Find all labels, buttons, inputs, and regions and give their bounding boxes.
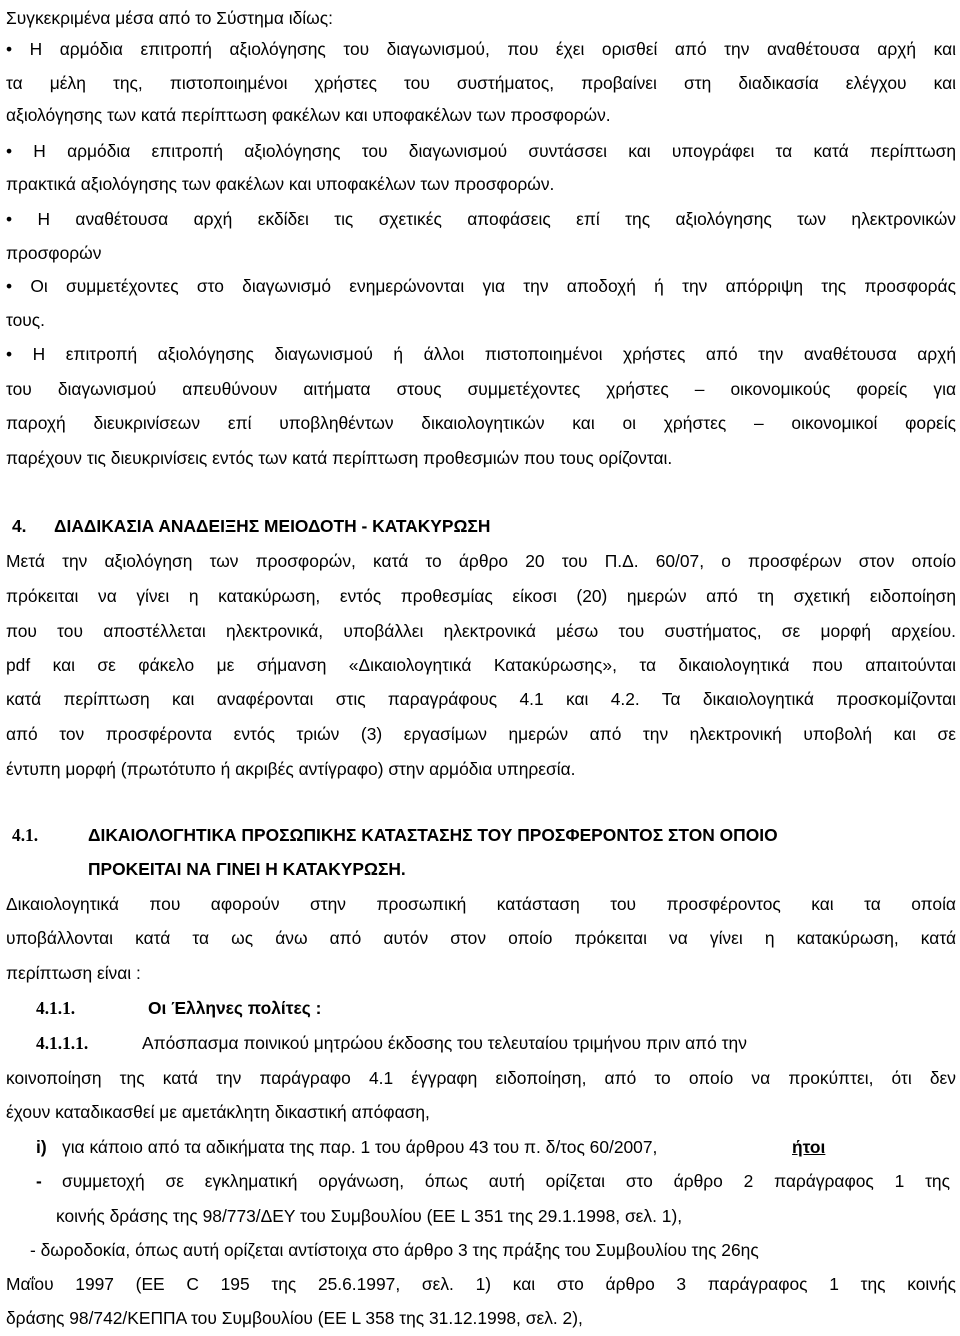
- paragraph-line: προσφορών: [6, 243, 102, 263]
- section-title: ΔΙΚΑΙΟΛΟΓΗΤΙΚΑ ΠΡΟΣΩΠΙΚΗΣ ΚΑΤΑΣΤΑΣΗΣ ΤΟΥ ΠΡΟΣΦΕΡΟΝΤΟΣ ΣΤΟΝ ΟΠΟΙΟ: [88, 825, 778, 845]
- paragraph-line: τα μέλη της, πιστοποιημένοι χρήστες του συστήματος, προβαίνει στη διαδικασία ελέγχου και: [6, 73, 956, 93]
- paragraph-line: Μετά την αξιολόγηση των προσφορών, κατά το άρθρο 20 του Π.Δ. 60/07, ο προσφέρων στον οποίο: [6, 551, 956, 571]
- bullet-decisions-line: • Η αναθέτουσα αρχή εκδίδει τις σχετικές αποφάσεις επί της αξιολόγησης των ηλεκτρονικών: [6, 209, 956, 229]
- section-number: 4.1.: [12, 825, 39, 845]
- dash-item-line: [6, 1163, 956, 1199]
- paragraph-line: παρέχουν τις διευκρινίσεις εντός των κατά περίπτωση προθεσμιών που τους ορίζονται.: [6, 448, 673, 468]
- paragraph-line: κοινής δράσης της 98/773/ΔΕΥ του Συμβουλίου (ΕΕ L 351 της 29.1.1998, σελ. 1),: [56, 1206, 683, 1226]
- subsection-4-1-1-heading: [6, 990, 956, 1026]
- list-marker: i): [36, 1137, 47, 1157]
- paragraph-line: έντυπη μορφή (πρωτότυπο ή ακριβές αντίγραφο) στην αρμόδια υπηρεσία.: [6, 759, 576, 779]
- paragraph-line: από τον προσφέροντα εντός τριών (3) εργασίμων ημερών από την ηλεκτρονική υποβολή και σε: [6, 724, 956, 744]
- bullet-committee-line: • Η αρμόδια επιτροπή αξιολόγησης του διαγωνισμού, που έχει ορισθεί από την αναθέτουσα αρχή και: [6, 39, 956, 59]
- paragraph-line: δράσης 98/742/ΚΕΠΠΑ του Συμβουλίου (ΕΕ L 358 της 31.12.1998, σελ. 2),: [6, 1308, 583, 1328]
- dash-item-line: - δωροδοκία, όπως αυτή ορίζεται αντίστοιχα στο άρθρο 3 της πράξης του Συμβουλίου της 26ης: [30, 1240, 759, 1260]
- section-number: 4.: [12, 516, 27, 536]
- bullet-participants-line: • Οι συμμετέχοντες στο διαγωνισμό ενημερώνονται για την αποδοχή ή την απόρριψη της προσφοράς: [6, 276, 956, 296]
- paragraph-line: αξιολόγησης των κατά περίπτωση φακέλων και υποφακέλων των προσφορών.: [6, 105, 611, 125]
- paragraph-line: παροχή διευκρινίσεων επί υποβληθέντων δικαιολογητικών και οι χρήστες – οικονομικοί φορείς: [6, 413, 956, 433]
- emphasis-word: ήτοι: [792, 1137, 826, 1157]
- intro-line: Συγκεκριμένα μέσα από το Σύστημα ιδίως:: [6, 8, 333, 28]
- paragraph-line: τους.: [6, 310, 46, 330]
- paragraph-line: που του αποστέλλεται ηλεκτρονικά, υποβάλλει ηλεκτρονικά μέσω του συστήματος, σε μορφή αρχείου.: [6, 621, 956, 641]
- paragraph-line: περίπτωση είναι :: [6, 963, 141, 983]
- section-title-continuation: ΠΡΟΚΕΙΤΑΙ ΝΑ ΓΙΝΕΙ Η ΚΑΤΑΚΥΡΩΣΗ.: [88, 859, 406, 879]
- paragraph-line: κατά περίπτωση και αναφέρονται στις παραγράφους 4.1 και 4.2. Τα δικαιολογητικά προσκομίζονται: [6, 689, 956, 709]
- list-item-i: [6, 1129, 956, 1165]
- bullet-clarifications-line: • Η επιτροπή αξιολόγησης διαγωνισμού ή άλλοι πιστοποιημένοι χρήστες από την αναθέτουσα αρχή: [6, 344, 956, 364]
- subsection-number: 4.1.1.: [36, 998, 76, 1018]
- dash-item-text: συμμετοχή σε εγκληματική οργάνωση, όπως αυτή ορίζεται στο άρθρο 2 παράγραφος 1 της: [62, 1171, 950, 1191]
- subsection-number: 4.1.1.1.: [36, 1033, 89, 1053]
- section-title: ΔΙΑΔΙΚΑΣΙΑ ΑΝΑΔΕΙΞΗΣ ΜΕΙΟΔΟΤΗ - ΚΑΤΑΚΥΡΩΣΗ: [54, 516, 491, 536]
- dash-marker: -: [36, 1171, 42, 1191]
- paragraph-line: έχουν καταδικασθεί με αμετάκλητη δικαστική απόφαση,: [6, 1102, 430, 1122]
- paragraph-line: πρόκειται να γίνει η κατακύρωση, εντός προθεσμίας είκοσι (20) ημερών από τη σχετική ειδοποίηση: [6, 586, 956, 606]
- list-item-text: για κάποιο από τα αδικήματα της παρ. 1 του άρθρου 43 του π. δ/τος 60/2007,: [62, 1137, 658, 1157]
- paragraph-line: υποβάλλονται κατά τα ως άνω από αυτόν στον οποίο πρόκειται να γίνει η κατακύρωση, κατά: [6, 928, 956, 948]
- paragraph-line: του διαγωνισμού απευθύνουν αιτήματα στους συμμετέχοντες χρήστες – οικονομικούς φορείς για: [6, 379, 956, 399]
- subsection-title: Οι Έλληνες πολίτες :: [148, 998, 322, 1018]
- section-4-1-heading: [6, 817, 956, 853]
- paragraph-line: κοινοποίηση της κατά την παράγραφο 4.1 έγγραφη ειδοποίηση, από το οποίο να προκύπτει, ότι δεν: [6, 1068, 956, 1088]
- paragraph-line: pdf και σε φάκελο με σήμανση «Δικαιολογητικά Κατακύρωσης», τα δικαιολογητικά που απαιτούνται: [6, 655, 956, 675]
- bullet-minutes-line: • Η αρμόδια επιτροπή αξιολόγησης του διαγωνισμού συντάσσει και υπογράφει τα κατά περίπτωση: [6, 141, 956, 161]
- paragraph-line: πρακτικά αξιολόγησης των φακέλων και υποφακέλων των προσφορών.: [6, 174, 555, 194]
- paragraph-line: Μαΐου 1997 (ΕΕ C 195 της 25.6.1997, σελ. 1) και στο άρθρο 3 παράγραφος 1 της κοινής: [6, 1274, 956, 1294]
- paragraph-line: Δικαιολογητικά που αφορούν στην προσωπική κατάσταση του προσφέροντος και τα οποία: [6, 894, 956, 914]
- subsection-4-1-1-1-line: [6, 1025, 956, 1061]
- section-4-heading: [6, 508, 956, 544]
- subsection-text: Απόσπασμα ποινικού μητρώου έκδοσης του τελευταίου τριμήνου πριν από την: [142, 1033, 747, 1053]
